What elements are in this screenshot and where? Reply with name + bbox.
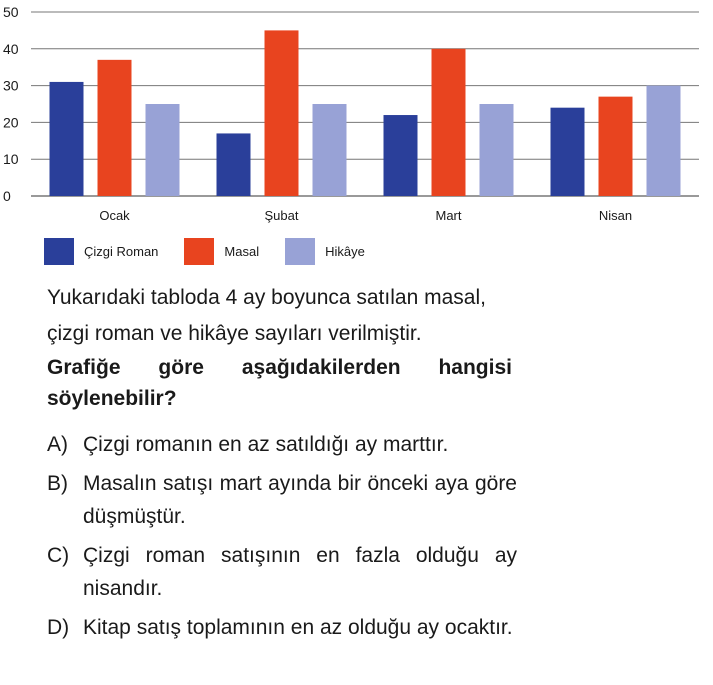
- chart-bars: [50, 30, 681, 196]
- question-prompt: Grafiğe göre aşağıdakilerden hangisi söylenebilir?: [47, 356, 512, 410]
- bar: [217, 133, 251, 196]
- x-tick-label: Nisan: [598, 208, 633, 223]
- y-tick-label: 20: [3, 114, 19, 131]
- question-block: [47, 280, 512, 414]
- bar: [599, 97, 633, 196]
- legend-item-masal: [184, 238, 259, 265]
- bar-chart: [0, 0, 713, 235]
- option-letter: B): [47, 472, 68, 495]
- x-tick-label: Mart: [435, 208, 462, 223]
- option-a[interactable]: [47, 428, 517, 461]
- option-letter: A): [47, 433, 68, 456]
- legend-swatch: [285, 238, 315, 265]
- y-axis: [3, 4, 19, 204]
- legend-label: Hikâye: [325, 244, 365, 259]
- option-text: Masalın satışı mart ayında bir önceki aya göre düşmüştür.: [83, 472, 517, 528]
- y-tick-label: 50: [3, 4, 19, 20]
- bar: [265, 30, 299, 196]
- question-intro: Yukarıdaki tabloda 4 ay boyunca satılan masal, çizgi roman ve hikâye sayıları verilmiştir.: [47, 286, 486, 345]
- legend-item-hikaye: [285, 238, 365, 265]
- x-axis: [99, 208, 632, 223]
- option-b[interactable]: [47, 467, 517, 533]
- option-letter: C): [47, 544, 70, 567]
- bar: [480, 104, 514, 196]
- option-letter: D): [47, 616, 70, 639]
- bar: [551, 108, 585, 196]
- bar: [313, 104, 347, 196]
- legend-label: Çizgi Roman: [84, 244, 159, 259]
- option-c[interactable]: [47, 539, 517, 605]
- bar: [146, 104, 180, 196]
- bar: [432, 49, 466, 196]
- bar: [50, 82, 84, 196]
- option-d[interactable]: [47, 611, 517, 644]
- option-text: Çizgi romanın en az satıldığı ay marttır.: [83, 433, 449, 456]
- option-text: Çizgi roman satışının en fazla olduğu ay nisandır.: [83, 544, 517, 600]
- legend-item-cizgi-roman: [44, 238, 158, 265]
- y-tick-label: 30: [3, 77, 19, 94]
- legend-label: Masal: [224, 244, 260, 259]
- bar: [384, 115, 418, 196]
- bar: [647, 86, 681, 196]
- y-tick-label: 10: [3, 151, 19, 168]
- x-tick-label: Ocak: [99, 208, 130, 223]
- y-tick-label: 40: [3, 40, 19, 57]
- bar: [98, 60, 132, 196]
- chart-legend: [44, 238, 391, 265]
- legend-swatch: [184, 238, 214, 265]
- x-tick-label: Şubat: [264, 208, 299, 223]
- legend-swatch: [44, 238, 74, 265]
- y-tick-label: 0: [3, 188, 11, 204]
- answer-options: [47, 428, 517, 650]
- option-text: Kitap satış toplamının en az olduğu ay ocaktır.: [83, 616, 513, 639]
